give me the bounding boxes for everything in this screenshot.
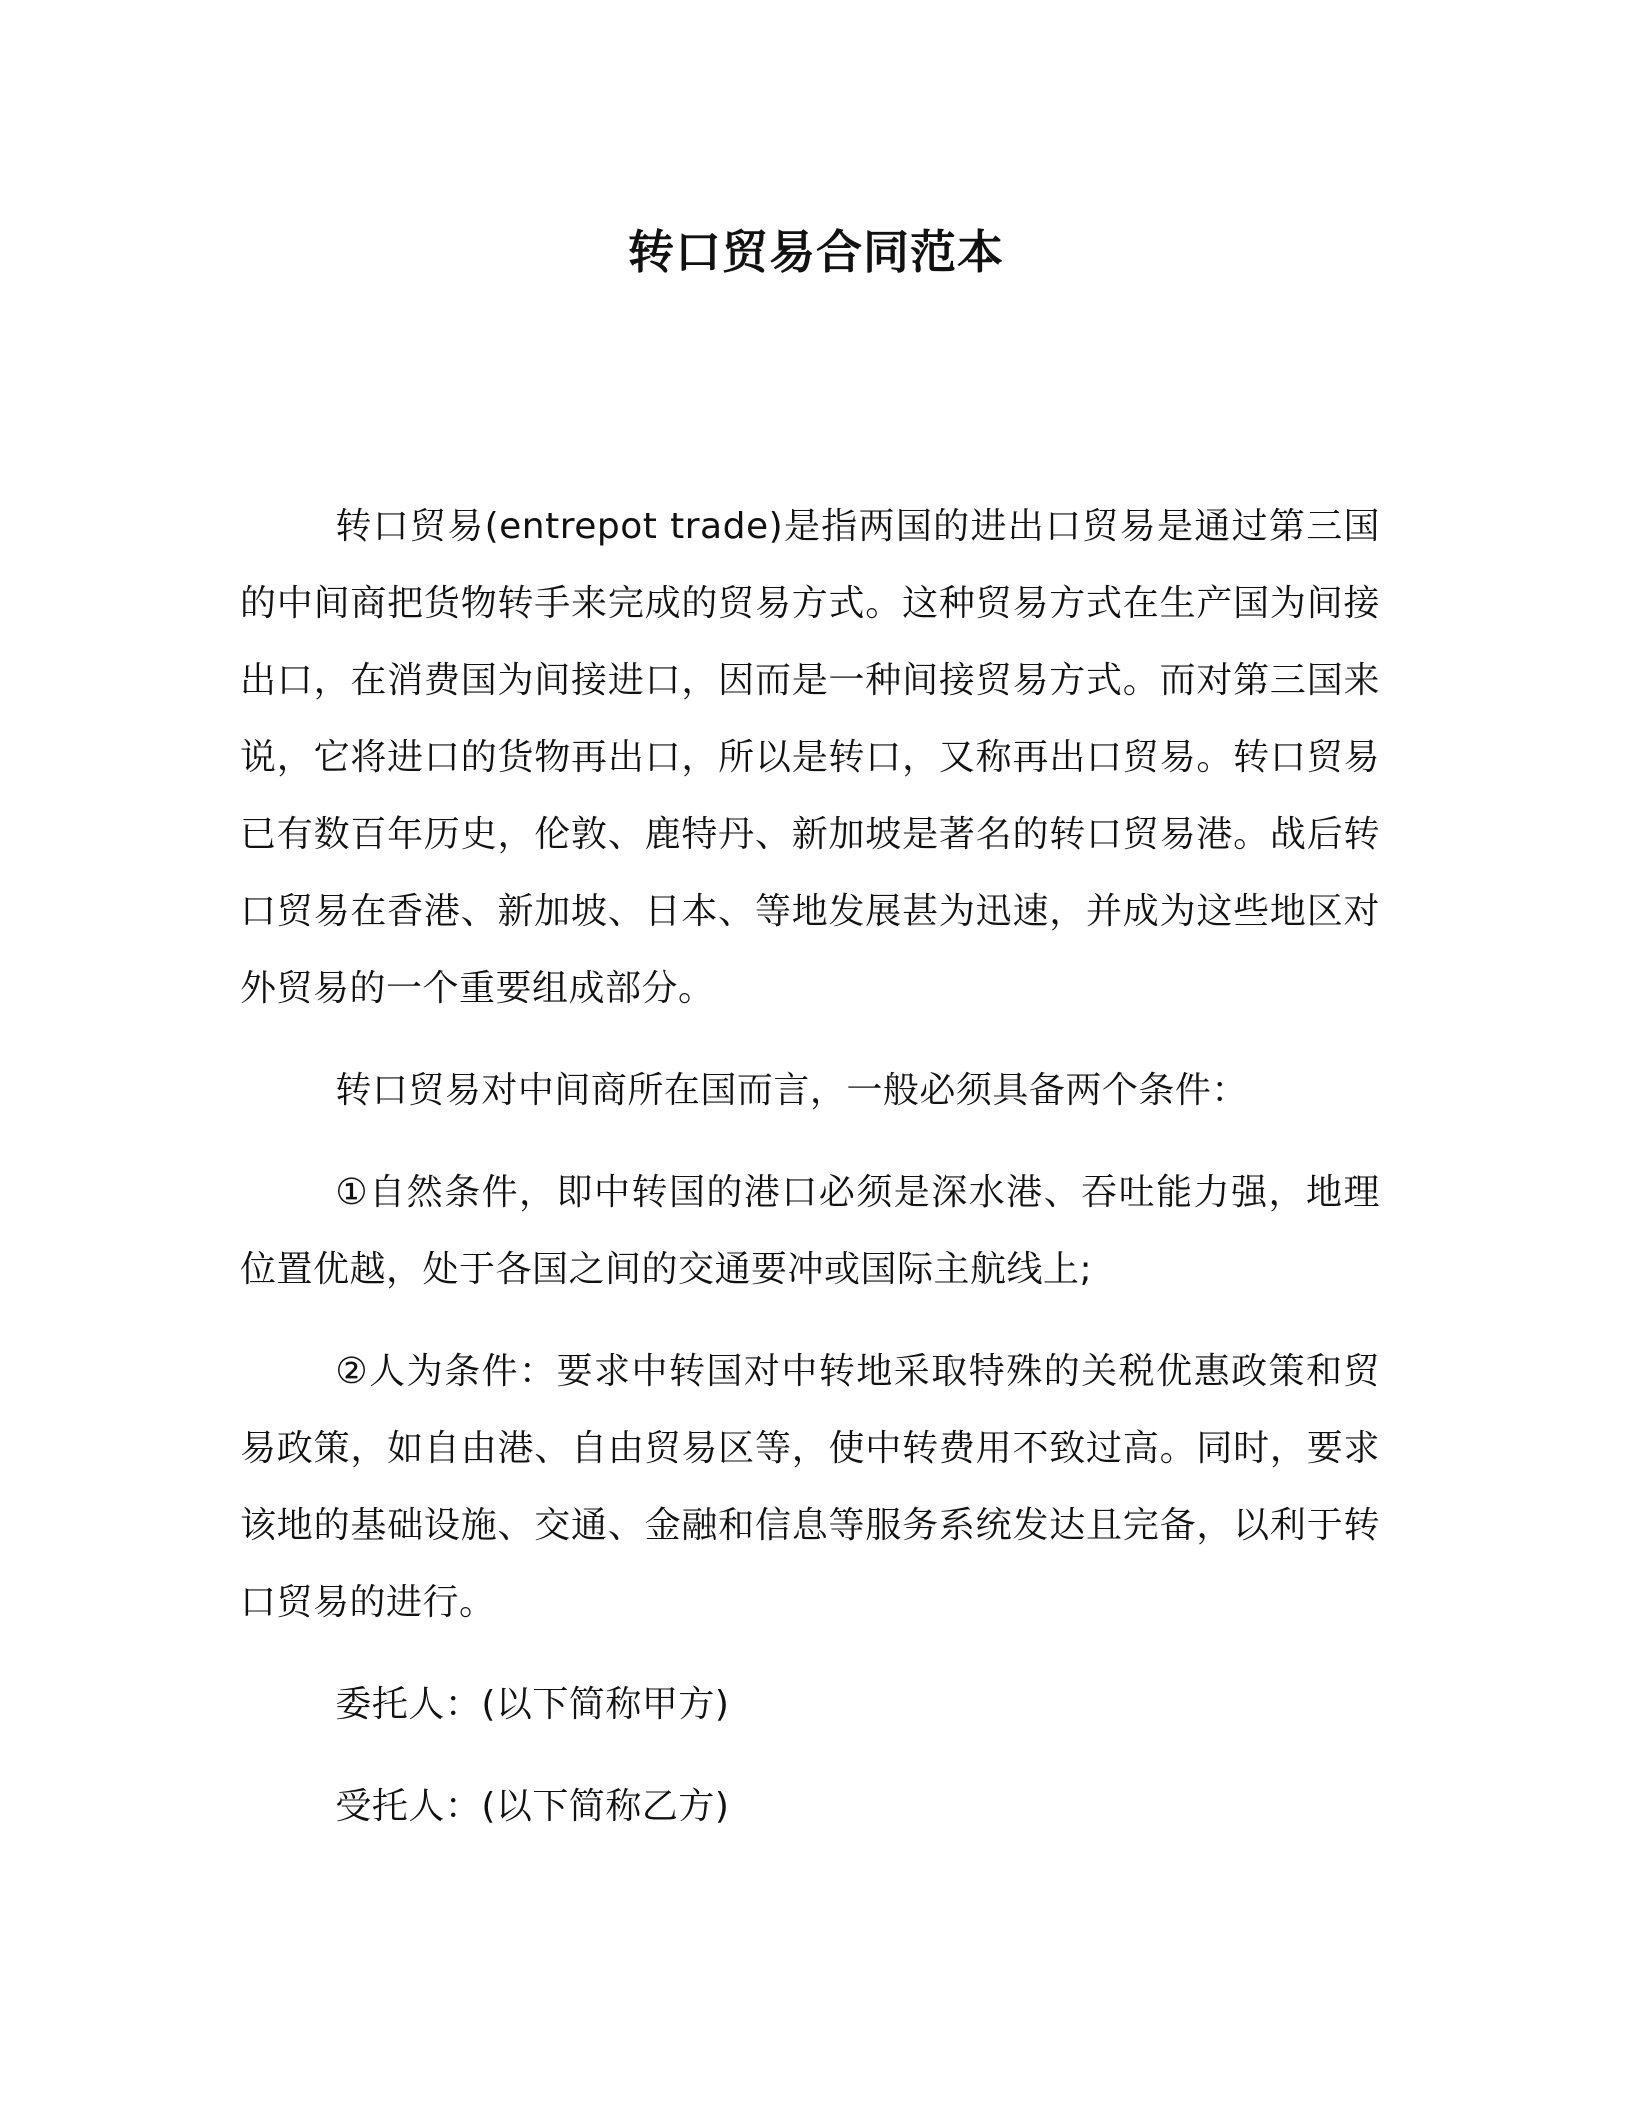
paragraph-party-a: 委托人：(以下简称甲方)	[335, 1684, 730, 1725]
paragraph-artificial-condition: ②人为条件：要求中转国对中转地采取特殊的关税优惠政策和贸易政策，如自由港、自由贸易区等，使中转费用不致过高。同时，要求该地的基础设施、交通、金融和信息等服务系统发达且完备，以利于转口贸易的进行。	[240, 1351, 1380, 1623]
paragraph-conditions-intro: 转口贸易对中间商所在国而言，一般必须具备两个条件：	[335, 1070, 1248, 1111]
paragraph-party-b: 受托人：(以下简称乙方)	[335, 1786, 730, 1827]
paragraph-intro: 转口贸易(entrepot trade)是指两国的进出口贸易是通过第三国的中间商把货物转手来完成的贸易方式。这种贸易方式在生产国为间接出口，在消费国为间接进口，因而是一种间接贸易方式。而对第三国来说，它将进口的货物再出口，所以是转口，又称再出口贸易。转口贸易已有数百年历史，伦敦、鹿特丹、新加坡是著名的转口贸易港。战后转口贸易在香港、新加坡、日本、等地发展甚为迅速，并成为这些地区对外贸易的一个重要组成部分。	[240, 506, 1380, 1009]
document-title: 转口贸易合同范本	[628, 225, 1004, 279]
document-body	[240, 488, 1380, 1845]
paragraph-natural-condition: ①自然条件，即中转国的港口必须是深水港、吞吐能力强，地理位置优越，处于各国之间的交通要冲或国际主航线上;	[240, 1172, 1380, 1290]
